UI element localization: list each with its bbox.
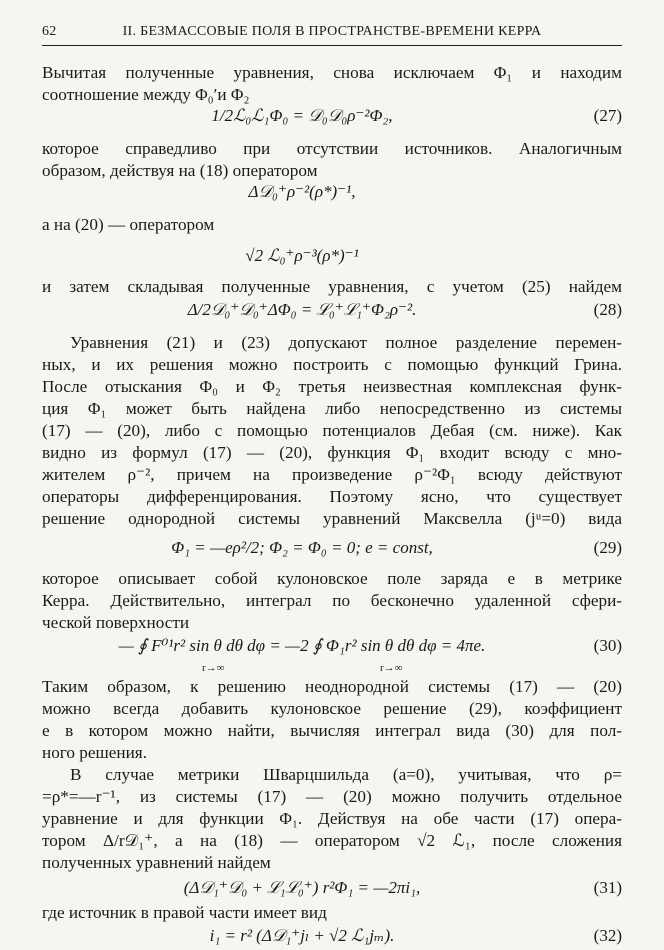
text-line: уравнение и для функции Φ₁. Действуя на обе части (17) опера- xyxy=(42,809,622,828)
equation-body: Δ/2𝒟₀⁺𝒟₀⁺ΔΦ₀ = ℒ₀⁺ℒ₁⁺Φ₂ρ⁻². xyxy=(187,300,417,319)
running-header xyxy=(42,22,622,44)
text-line: Уравнения (21) и (23) допускают полное разделение перемен- xyxy=(70,333,622,352)
text-line: образом, действуя на (18) оператором xyxy=(42,161,318,180)
equation-30 xyxy=(42,634,622,674)
text-line: видно из формул (17) — (20), функция Φ₁ входит всюду с мно- xyxy=(42,443,622,462)
page-number: 62 xyxy=(42,24,57,39)
text-line: тором Δ/r𝒟₁⁺, а на (18) — оператором √2 ℒ₁, после сложения xyxy=(42,831,622,850)
text-line: и затем складывая полученные уравнения, с учетом (25) найдем xyxy=(42,277,622,296)
equation-body: √2 ℒ₀⁺ρ⁻³(ρ*)⁻¹ xyxy=(245,246,359,265)
equation-number: (27) xyxy=(593,106,622,125)
text-line: полученных уравнений найдем xyxy=(42,853,271,872)
chapter-title: II. БЕЗМАССОВЫЕ ПОЛЯ В ПРОСТРАНСТВЕ-ВРЕМЕНИ КЕРРА xyxy=(122,24,542,39)
equation-body: — ∮ F⁰¹r² sin θ dθ dφ = —2 ∮ Φ₁r² sin θ dθ dφ = 4πe. xyxy=(118,636,486,655)
text-line: ного решения. xyxy=(42,743,147,762)
text-line: ческой поверхности xyxy=(42,613,190,632)
text-line: жителем ρ⁻², причем на произведение ρ⁻²Φ₁ всюду действуют xyxy=(42,465,622,484)
integral-limit: r→∞ xyxy=(380,662,403,674)
text-line: (17) — (20), либо с помощью потенциалов Дебая (см. ниже). Как xyxy=(42,421,622,440)
equation-number: (29) xyxy=(593,538,622,557)
text-line: ных, и их решения можно построить с помощью функций Грина. xyxy=(42,355,622,374)
equation-number: (31) xyxy=(593,878,622,897)
text-line: Керра. Действительно, интеграл по бесконечно удаленной сфери- xyxy=(42,591,622,610)
integral-limit: r→∞ xyxy=(202,662,225,674)
equation-body: 1/2ℒ₀ℒ₁Φ₀ = 𝒟₀𝒟₀ρ⁻²Φ₂, xyxy=(211,106,393,125)
equation-body: i₁ = r² (Δ𝒟₁⁺jₗ + √2 ℒ₁jₘ). xyxy=(209,926,395,945)
equation-body: Δ𝒟₀⁺ρ⁻²(ρ*)⁻¹, xyxy=(248,182,356,201)
text-line: В случае метрики Шварцшильда (a=0), учитывая, что ρ= xyxy=(70,765,622,784)
text-line: ция Φ₁ может быть найдена либо непосредственно из системы xyxy=(42,399,622,418)
text-line: e в котором можно найти, вычисляя интеграл вида (30) для пол- xyxy=(42,721,622,740)
text-line: можно всегда добавить кулоновское решение (29), коэффициент xyxy=(42,699,622,718)
text-line: а на (20) — оператором xyxy=(42,215,215,234)
text-line: соотношение между Φ₀′и Φ₂ xyxy=(42,85,250,104)
equation-number: (28) xyxy=(593,300,622,319)
equation-body: Φ₁ = —eρ²/2; Φ₂ = Φ₀ = 0; e = const, xyxy=(171,538,433,557)
text-line: Таким образом, к решению неоднородной системы (17) — (20) xyxy=(42,677,622,696)
text-line: которое описывает собой кулоновское поле заряда e в метрике xyxy=(42,569,622,588)
equation-body: (Δ𝒟₁⁺𝒟₀ + ℒ₁ℒ₀⁺) r²Φ₁ = —2πi₁, xyxy=(183,878,421,897)
text-line: которое справедливо при отсутствии источников. Аналогичным xyxy=(42,139,622,158)
text-line: решение однородной системы уравнений Максвелла (jᵘ=0) вида xyxy=(42,509,622,528)
equation-number: (30) xyxy=(593,636,622,655)
equation-number: (32) xyxy=(593,926,622,945)
text-line: После отыскания Φ₀ и Φ₂ третья неизвестная комплексная функ- xyxy=(42,377,622,396)
header-rule xyxy=(42,45,622,46)
text-line: операторы дифференцирования. Поэтому ясно, что существует xyxy=(42,487,622,506)
text-line: =ρ*=—r⁻¹, из системы (17) — (20) можно получить отдельное xyxy=(42,787,622,806)
text-line: Вычитая полученные уравнения, снова исключаем Φ₁ и находим xyxy=(42,63,622,82)
text-line: где источник в правой части имеет вид xyxy=(42,903,327,922)
